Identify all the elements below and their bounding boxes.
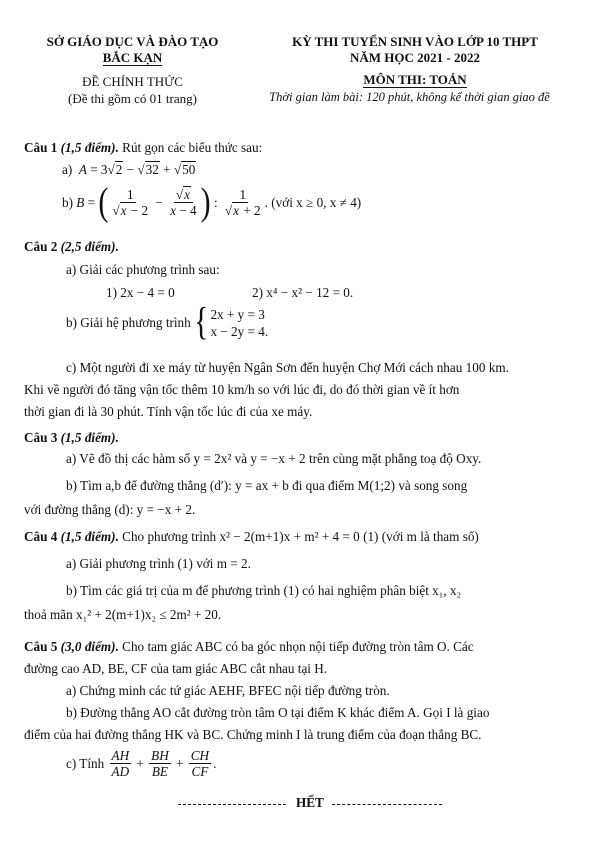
question-2b: b) Giải hệ phương trình { 2x + y = 3 x − 2y = 4. [66,300,269,344]
question-5b-line1: b) Đường thẳng AO cắt đường tròn tâm O tại điểm K khác điểm A. Gọi I là giao [66,705,490,720]
question-3b-line2: với đường thẳng (d): y = −x + 2. [24,502,196,517]
question-3b-line1: b) Tìm a,b để đường thẳng (d′): y = ax + b đi qua điểm M(1;2) và song song [66,478,468,493]
question-2c-line1: c) Một người đi xe máy từ huyện Ngân Sơn đến huyện Chợ Mới cách nhau 100 km. [66,360,509,375]
question-4b-line2: thoả mãn x₁² + 2(m+1)x₂ ≤ 2m² + 20. [24,607,222,622]
question-1a: a) A = 3√2 − √32 + √50 [62,162,196,177]
question-2c-line2: Khi về người đó tăng vận tốc thêm 10 km/h so với lúc đi, do đó thời gian về ít hơn [24,382,460,397]
page-count-note: (Đề thi gồm có 01 trang) [68,91,197,106]
question-2a1: 1) 2x − 4 = 0 [106,285,175,300]
question-2a2: 2) x⁴ − x² − 12 = 0. [252,285,354,300]
end-marker: HẾT [296,795,324,810]
subject: MÔN THI: TOÁN [363,72,467,87]
question-2a-intro: a) Giải các phương trình sau: [66,262,220,277]
question-4-heading: Câu 4 (1,5 điểm). Cho phương trình x² − 2(m+1)x + m² + 4 = 0 (1) (với m là tham số) [24,529,479,544]
question-5b-line2: điểm của hai đường thẳng HK và BC. Chứng minh I là trung điểm của đoạn thẳng BC. [24,727,482,742]
question-3a: a) Vẽ đồ thị các hàm số y = 2x² và y = −x + 2 trên cùng mặt phẳng toạ độ Oxy. [66,451,482,466]
official-label: ĐỀ CHÍNH THỨC [82,74,183,89]
question-3-heading: Câu 3 (1,5 điểm). [24,430,119,445]
exam-title: KỲ THI TUYỂN SINH VÀO LỚP 10 THPT [292,34,538,49]
question-4a: a) Giải phương trình (1) với m = 2. [66,556,251,571]
question-5-heading: Câu 5 (3,0 điểm). Cho tam giác ABC có ba góc nhọn nội tiếp đường tròn tâm O. Các [24,639,474,654]
school-year: NĂM HỌC 2021 - 2022 [350,50,480,65]
question-2-heading: Câu 2 (2,5 điểm). [24,239,119,254]
question-1-heading: Câu 1 (1,5 điểm). Rút gọn các biểu thức sau: [24,140,263,155]
time-allowed: Thời gian làm bài: 120 phút, không kể thời gian giao đề [269,90,550,104]
question-5-intro-line2: đường cao AD, BE, CF của tam giác ABC cắt nhau tại H. [24,661,328,676]
end-rule-right [332,804,442,805]
question-5a: a) Chứng minh các tứ giác AEHF, BFEC nội tiếp đường tròn. [66,683,390,698]
province-name: BẮC KẠN [102,50,163,65]
question-5c: c) Tính $\frac{AH}{AD}$ + $\frac{BH}{BE}$ + $\frac{CH}{CF}$ . [66,748,217,779]
question-4b-line1: b) Tìm các giá trị của m để phương trình (1) có hai nghiệm phân biệt x₁, x₂ [66,583,462,598]
department-name: SỞ GIÁO DỤC VÀ ĐÀO TẠO [46,34,219,49]
question-2c-line3: thời gian đi là 30 phút. Tính vận tốc lúc đi của xe máy. [24,404,313,419]
end-rule-left [178,804,286,805]
equation-system: { 2x + y = 3 x − 2y = 4. [194,300,269,344]
question-1b: b) B = ( $\frac{1}{√x - 2}$ − $\frac{√x}{x - 4}$ ) : $\frac{1}{√x + 2}$ . (với x ≥ 0, x ≠ 4) [62,180,362,224]
